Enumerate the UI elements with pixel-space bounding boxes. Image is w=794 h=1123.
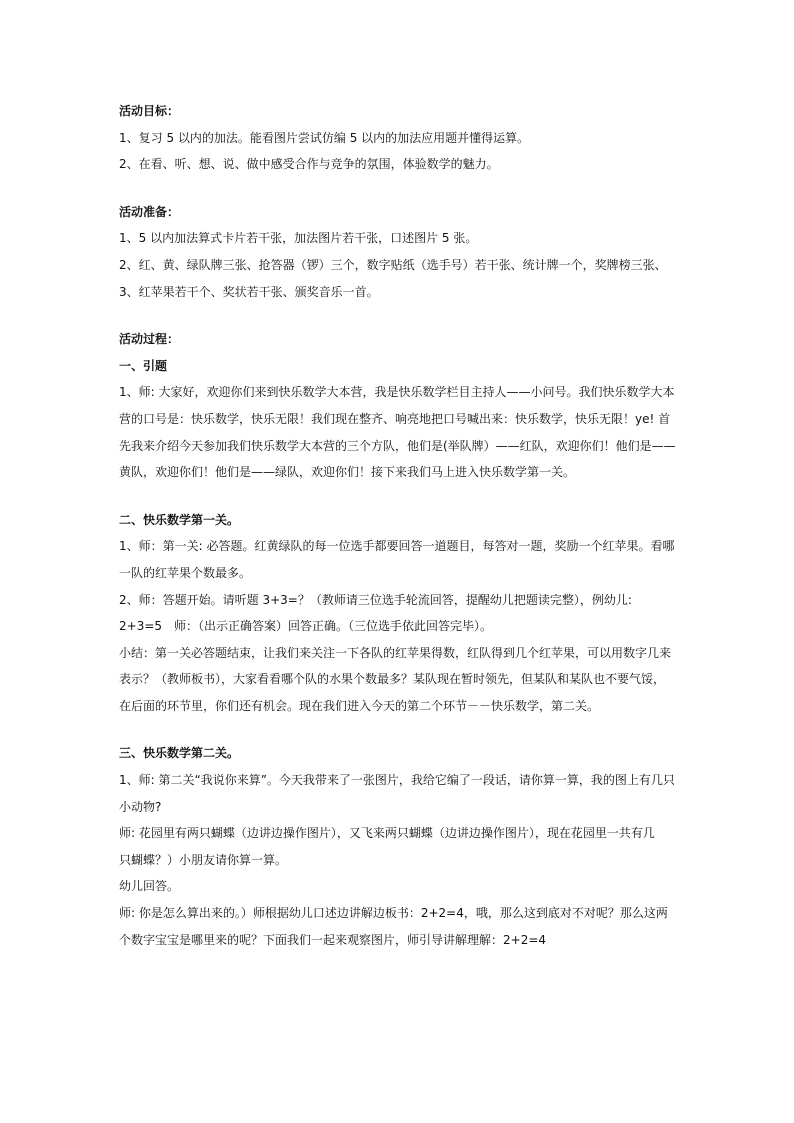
- spacer: [119, 719, 679, 740]
- intro-line-3: 先我来介绍今天参加我们快乐数学大本营的三个方队，他们是(举队牌）——红队，欢迎你们！他们是——: [119, 438, 676, 453]
- goals-line-2: 2、在看、听、想、说、做中感受合作与竞争的氛围，体验数学的魅力。: [119, 157, 499, 172]
- preparation-line-1: 1、5 以内加法算式卡片若干张，加法图片若干张，口述图片 5 张。: [119, 231, 478, 246]
- level2-line-1: 1、师: 第二关“我说你来算”。今天我带来了一张图片，我给它编了一段话，请你算一算，我的图上有几只: [119, 773, 675, 788]
- goals-line-1: 1、复习 5 以内的加法。能看图片尝试仿编 5 以内的加法应用题并懂得运算。: [119, 130, 530, 145]
- level2-line-2: 小动物?: [119, 799, 162, 814]
- intro-line-1: 1、师: 大家好，欢迎你们来到快乐数学大本营，我是快乐数学栏目主持人——小问号。我们快乐数学大本: [119, 385, 675, 400]
- level2-line-7: 个数字宝宝是哪里来的呢？下面我们一起来观察图片，师引导讲解理解：2+2=4: [119, 932, 547, 947]
- level1-line-1: 1、师：第一关: 必答题。红黄绿队的每一位选手都要回答一道题目，每答对一题，奖励一个红苹果。看哪: [119, 539, 675, 554]
- level2-line-3: 师: 花园里有两只蝴蝶（边讲边操作图片），又飞来两只蝴蝶（边讲边操作图片），现在花园里一共有几: [119, 826, 655, 841]
- process-heading-level-1: 二、快乐数学第一关。: [119, 512, 240, 527]
- process-heading-intro: 一、引题: [119, 358, 168, 373]
- level1-line-5: 小结：第一关必答题结束，让我们来关注一下各队的红苹果得数，红队得到几个红苹果，可以用数字几来: [119, 645, 672, 660]
- section-heading-goals: 活动目标：: [119, 104, 180, 118]
- level2-line-4: 只蝴蝶？）小朋友请你算一算。: [119, 852, 288, 867]
- document-body: [119, 98, 679, 953]
- level2-line-5: 幼儿回答。: [119, 879, 180, 894]
- intro-line-4: 黄队，欢迎你们！他们是——绿队，欢迎你们！接下来我们马上进入快乐数学第一关。: [119, 465, 576, 480]
- process-heading-level-2: 三、快乐数学第二关。: [119, 746, 240, 761]
- spacer: [119, 305, 679, 326]
- spacer: [119, 178, 679, 199]
- level1-line-4: 2+3=5 师：（出示正确答案）回答正确。（三位选手依此回答完毕）。: [119, 619, 493, 634]
- spacer: [119, 486, 679, 507]
- level1-line-2: 一队的红苹果个数最多。: [119, 565, 252, 580]
- level1-line-6: 表示？（教师板书），大家看看哪个队的水果个数最多？某队现在暂时领先，但某队和某队也不要气馁，: [119, 672, 666, 687]
- preparation-line-2: 2、红、黄、绿队牌三张、抢答器（锣）三个，数字贴纸（选手号）若干张、统计牌一个，奖牌榜三张、: [119, 257, 667, 272]
- level2-line-6: 师: 你是怎么算出来的。）师根据幼儿口述边讲解边板书：2+2=4，哦，那么这到底对不对呢？那么这两: [119, 906, 668, 921]
- level1-line-3: 2、师：答题开始。请听题 3+3=？（教师请三位选手轮流回答，提醒幼儿把题读完整），例幼儿:: [119, 592, 632, 607]
- section-heading-preparation: 活动准备：: [119, 204, 180, 219]
- level1-line-7: 在后面的环节里，你们还有机会。现在我们进入今天的第二个环节－－快乐数学，第二关。: [119, 698, 600, 713]
- intro-line-2: 营的口号是：快乐数学，快乐无限！我们现在整齐、响亮地把口号喊出来：快乐数学，快乐无限！ye! 首: [119, 411, 671, 426]
- section-heading-process: 活动过程：: [119, 332, 180, 347]
- preparation-line-3: 3、红苹果若干个、奖状若干张、颁奖音乐一首。: [119, 284, 379, 299]
